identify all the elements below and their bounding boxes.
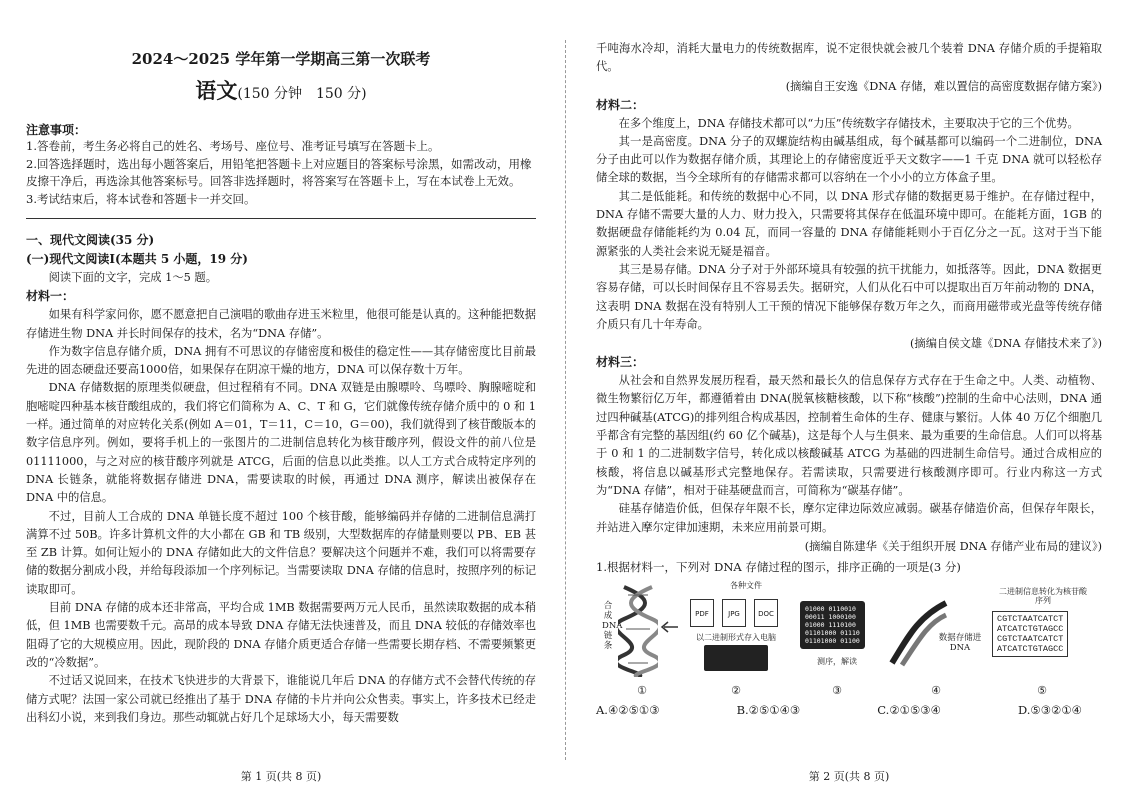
material-2-label: 材料二： bbox=[596, 97, 645, 112]
page-divider bbox=[565, 40, 566, 760]
material-3-label: 材料三： bbox=[596, 355, 645, 370]
dna-helix-icon bbox=[618, 585, 658, 677]
option-d: D.⑤③②①④ bbox=[1017, 702, 1082, 717]
binary-data-box: 01000 0110010 00011 1000100 01000 1110100 01101000 01110 01101000 01100 bbox=[800, 601, 865, 649]
section-rule bbox=[26, 218, 536, 219]
option-b: B.②⑤①④③ bbox=[736, 702, 801, 717]
source-citation: (摘编自陈建华《关于组织开展 DNA 存储产业布局的建议》) bbox=[804, 539, 1102, 553]
figure-1-number: ① bbox=[637, 683, 647, 697]
figure-2-caption: 以二进制形式存入电脑 bbox=[696, 632, 776, 642]
source-citation: (摘编自侯文雄《DNA 存储技术来了》) bbox=[909, 337, 1102, 351]
material-2-paragraph: 其二是低能耗。和传统的数据中心不同，以 DNA 形式存储的数据更易于维护。在存储过程中，DNA 存储不需要大量的人力、财力投入，只需要将其保存在低温环境中即可。在能耗方面，1GB 的数据硬盘存储能耗约为 0.04 瓦，而同一容量的 DNA 存储能耗则小于百亿分之一瓦。这对于当下能源紧张的人类社会来说无疑是福音。 bbox=[596, 189, 1102, 258]
material-1-label: 材料一： bbox=[26, 289, 75, 304]
material-1-paragraph: 目前 DNA 存储的成本还非常高，平均合成 1MB 数据需要两万元人民币，虽然读取数据的成本稍低，但 1MB 也需要数千元。高昂的成本导致 DNA 存储无法快速普及，而且 DNA 较低的存储效率也阻碍了它的大规模应用。因此，现阶段的 DNA 存储介质更适合存储一些需要长期存档、不需要频繁更改的“冷数据”。 bbox=[26, 601, 536, 669]
figure-5-number: ⑤ bbox=[1037, 683, 1047, 697]
figure-3-caption: 测序，解读 bbox=[817, 656, 857, 666]
question-1-stem: 1.根据材料一，下列对 DNA 存储过程的图示，排序正确的一项是(3 分) bbox=[596, 559, 961, 574]
material-2-paragraph: 其三是易存储。DNA 分子对于外部环境具有较强的抗干扰能力，如抵落等。因此，DNA 数据更容易存储，可以长时间保存且不容易丢失。据研究，人们从化石中可以提取出百万年前动物的 DNA，这表明 DNA 数据在没有特别人工干预的情况下能够保存数万年之久，而商用磁带或光盘等传统存储介质只有几十年寿命。 bbox=[596, 262, 1102, 331]
option-a: A.④②⑤①③ bbox=[596, 702, 660, 717]
material-1-paragraph: 如果有科学家问你，愿不愿意把自己演唱的歌曲存进玉米粒里，他很可能是认真的。这种能把数据存储进生物 DNA 并长时间保存的技术，名为“DNA 存储”。 bbox=[26, 308, 536, 340]
figure-step-1 bbox=[602, 581, 682, 701]
page-footer: 第 2 页(共 8 页) bbox=[808, 770, 890, 783]
notice-item: 3.考试结束后，将本试卷和答题卡一并交回。 bbox=[26, 191, 256, 206]
notice-item: 2.回答选择题时，选出每小题答案后，用铅笔把答题卡上对应题目的答案标号涂黑，如需改动，用橡皮擦干净后，再选涂其他答案标号。回答非选择题时，将答案写在答题卡上，写在本试卷上无效。 bbox=[26, 156, 532, 188]
subject-name: 语文 bbox=[195, 78, 238, 103]
question-1-options bbox=[596, 703, 1102, 717]
material-2-paragraph: 其一是高密度。DNA 分子的双螺旋结构由碱基组成，每个碱基都可以编码一个二进制位，DNA 分子由此可以作为数据存储介质，其理论上的存储密度近乎天文数字——1 千克 DNA 就可以轻松存储全球的数据，当今全球所有的存储需求都可以容纳在一个小小的立方体盒子里。 bbox=[596, 134, 1102, 185]
figure-step-2 bbox=[686, 581, 786, 701]
subject-detail: (150 分钟 150 分) bbox=[237, 86, 367, 102]
figure-step-4 bbox=[888, 581, 984, 701]
dna-process-figure bbox=[596, 581, 1102, 701]
dna-storage-icon bbox=[888, 597, 948, 667]
figure-3-number: ③ bbox=[832, 683, 842, 697]
figure-2-top-label: 各种文件 bbox=[730, 580, 762, 590]
material-1-paragraph: 不过话又说回来，在技术飞快进步的大背景下，谁能说几年后 DNA 的存储方式不会替代传统的存储方式呢？法国一家公司就已经推出了基于 DNA 存储的卡片并向公众售卖。事实上，许多技术已经走出科幻小说，来到我们身边。那些动辄就占好几个足球场大小，每天需要数 bbox=[26, 674, 536, 724]
arrow-left-icon bbox=[660, 621, 678, 633]
jpg-file-icon: JPG bbox=[722, 599, 746, 627]
material-1-paragraph: 作为数字信息存储介质，DNA 拥有不可思议的存储密度和极佳的稳定性——其存储密度比目前最先进的固态硬盘还要高1000倍，如果保存在阴凉干燥的地方，DNA 可以保存数十万年。 bbox=[26, 344, 536, 377]
figure-1-label: 合成DNA链条 bbox=[602, 600, 623, 651]
nucleotide-sequence-box: CGTCTAATCATCT ATCATCTGTAGCC CGTCTAATCATCT ATCATCTGTAGCC bbox=[992, 611, 1068, 657]
material-1-paragraph: 不过，目前人工合成的 DNA 单链长度不超过 100 个核苷酸，能够编码并存储的二进制信息满打满算不过 50B。许多计算机文件的大小都在 GB 和 TB 级别，大型数据库的存储量则要以 PB、EB 甚至 ZB 计算。如何让短小的 DNA 存储如此大的文件信息？要解决这个问题并不难，我们可以将需要存储的数据分割成小段，并给每段添加一个序列标记。当需要读取 DNA 存储的信息时，按照序列的标记读取即可。 bbox=[26, 509, 536, 596]
material-1-continuation: 千吨海水冷却，消耗大量电力的传统数据库，说不定很快就会被几个装着 DNA 存储介质的手提箱取代。 bbox=[596, 42, 1102, 74]
pdf-file-icon: PDF bbox=[690, 599, 714, 627]
figure-step-5 bbox=[988, 581, 1096, 701]
figure-step-3 bbox=[794, 581, 880, 701]
section-heading: 一、现代文阅读(35 分) bbox=[26, 233, 155, 247]
reading-instruction: 阅读下面的文字，完成 1～5 题。 bbox=[48, 271, 218, 284]
material-3-paragraph: 从社会和自然界发展历程看，最天然和最长久的信息保存方式存在于生命之中。人类、动植物、微生物繁衍亿万年，都遵循着由 DNA(脱氧核糖核酸，以下称“核酸”)控制的生命中心法则，DNA 通过四种碱基(ATCG)的排列组合构成基因，控制着生命体的生存、健康与繁衍。人体 40 万亿个细胞几乎都含有完整的基因组(约 60 亿个碱基)，这是每个人与生俱来、最为重要的生命信息。人们可以将基于 0 和 1 的二进制数字信号，转化成以核酸碱基 ATCG 为基础的四进制生命信号。通过合成相应的核酸，将信息以碱基形式完整地保存。若需读取，只需要进行核酸测序即可。行业内称这一方式为“DNA 存储”，相对于硅基硬盘而言，可简称为“碳基存储”。 bbox=[596, 374, 1102, 497]
page-1 bbox=[26, 0, 536, 800]
material-1-paragraph: DNA 存储数据的原理类似硬盘，但过程稍有不同。DNA 双链是由腺嘌呤、鸟嘌呤、胸腺嘧啶和胞嘧啶四种基本核苷酸组成的，我们将它们简称为 A、C、T 和 G，它们就像传统存储介质中的 0 和 1 一样。通过简单的对应转化关系(例如 A＝01，T＝11，C＝10，G＝00)，我们就得到了核苷酸版本的数字信息序列。例如，要将手机上的一张图片的二进制信息转化为核苷酸序列，假设文件的前八位是01111000，与之对应的核苷酸序列就是 ATCG，后面的信息以此类推。以人工方式合成特定序列的 DNA 长链条，就能将数据存储进 DNA，需要读取的时候，再通过 DNA 测序，解读出被保存在 DNA 中的信息。 bbox=[26, 381, 536, 505]
subsection-heading: (一)现代文阅读Ⅰ(本题共 5 小题，19 分) bbox=[26, 252, 248, 266]
material-3-paragraph: 硅基存储造价低，但保存年限不长，摩尔定律边际效应减弱。碳基存储造价高，但保存年限长，并站进入摩尔定律加速期，未来应用前景可期。 bbox=[596, 502, 1102, 534]
material-2-paragraph: 在多个维度上，DNA 存储技术都可以“力压”传统数字存储技术，主要取决于它的三个优势。 bbox=[618, 116, 1079, 130]
option-c: C.②①⑤③④ bbox=[877, 702, 941, 717]
doc-file-icon: DOC bbox=[754, 599, 778, 627]
figure-2-number: ② bbox=[731, 683, 741, 697]
notice-item: 1.答卷前，考生务必将自己的姓名、考场号、座位号、准考证号填写在答题卡上。 bbox=[26, 139, 440, 153]
figure-4-number: ④ bbox=[931, 683, 941, 697]
exam-subject bbox=[26, 75, 536, 105]
notice-heading: 注意事项： bbox=[26, 123, 87, 137]
computer-icon bbox=[704, 645, 768, 671]
page-footer: 第 1 页(共 8 页) bbox=[240, 770, 322, 783]
page-2 bbox=[596, 0, 1102, 800]
source-citation: (摘编自王安逸《DNA 存储，难以置信的高密度数据存储方案》) bbox=[785, 79, 1102, 93]
figure-4-label: 数据存储进DNA bbox=[938, 632, 982, 653]
exam-title: 2024～2025 学年第一学期高三第一次联考 bbox=[131, 50, 431, 68]
figure-5-top-label: 二进制信息转化为核苷酸序列 bbox=[999, 586, 1087, 605]
